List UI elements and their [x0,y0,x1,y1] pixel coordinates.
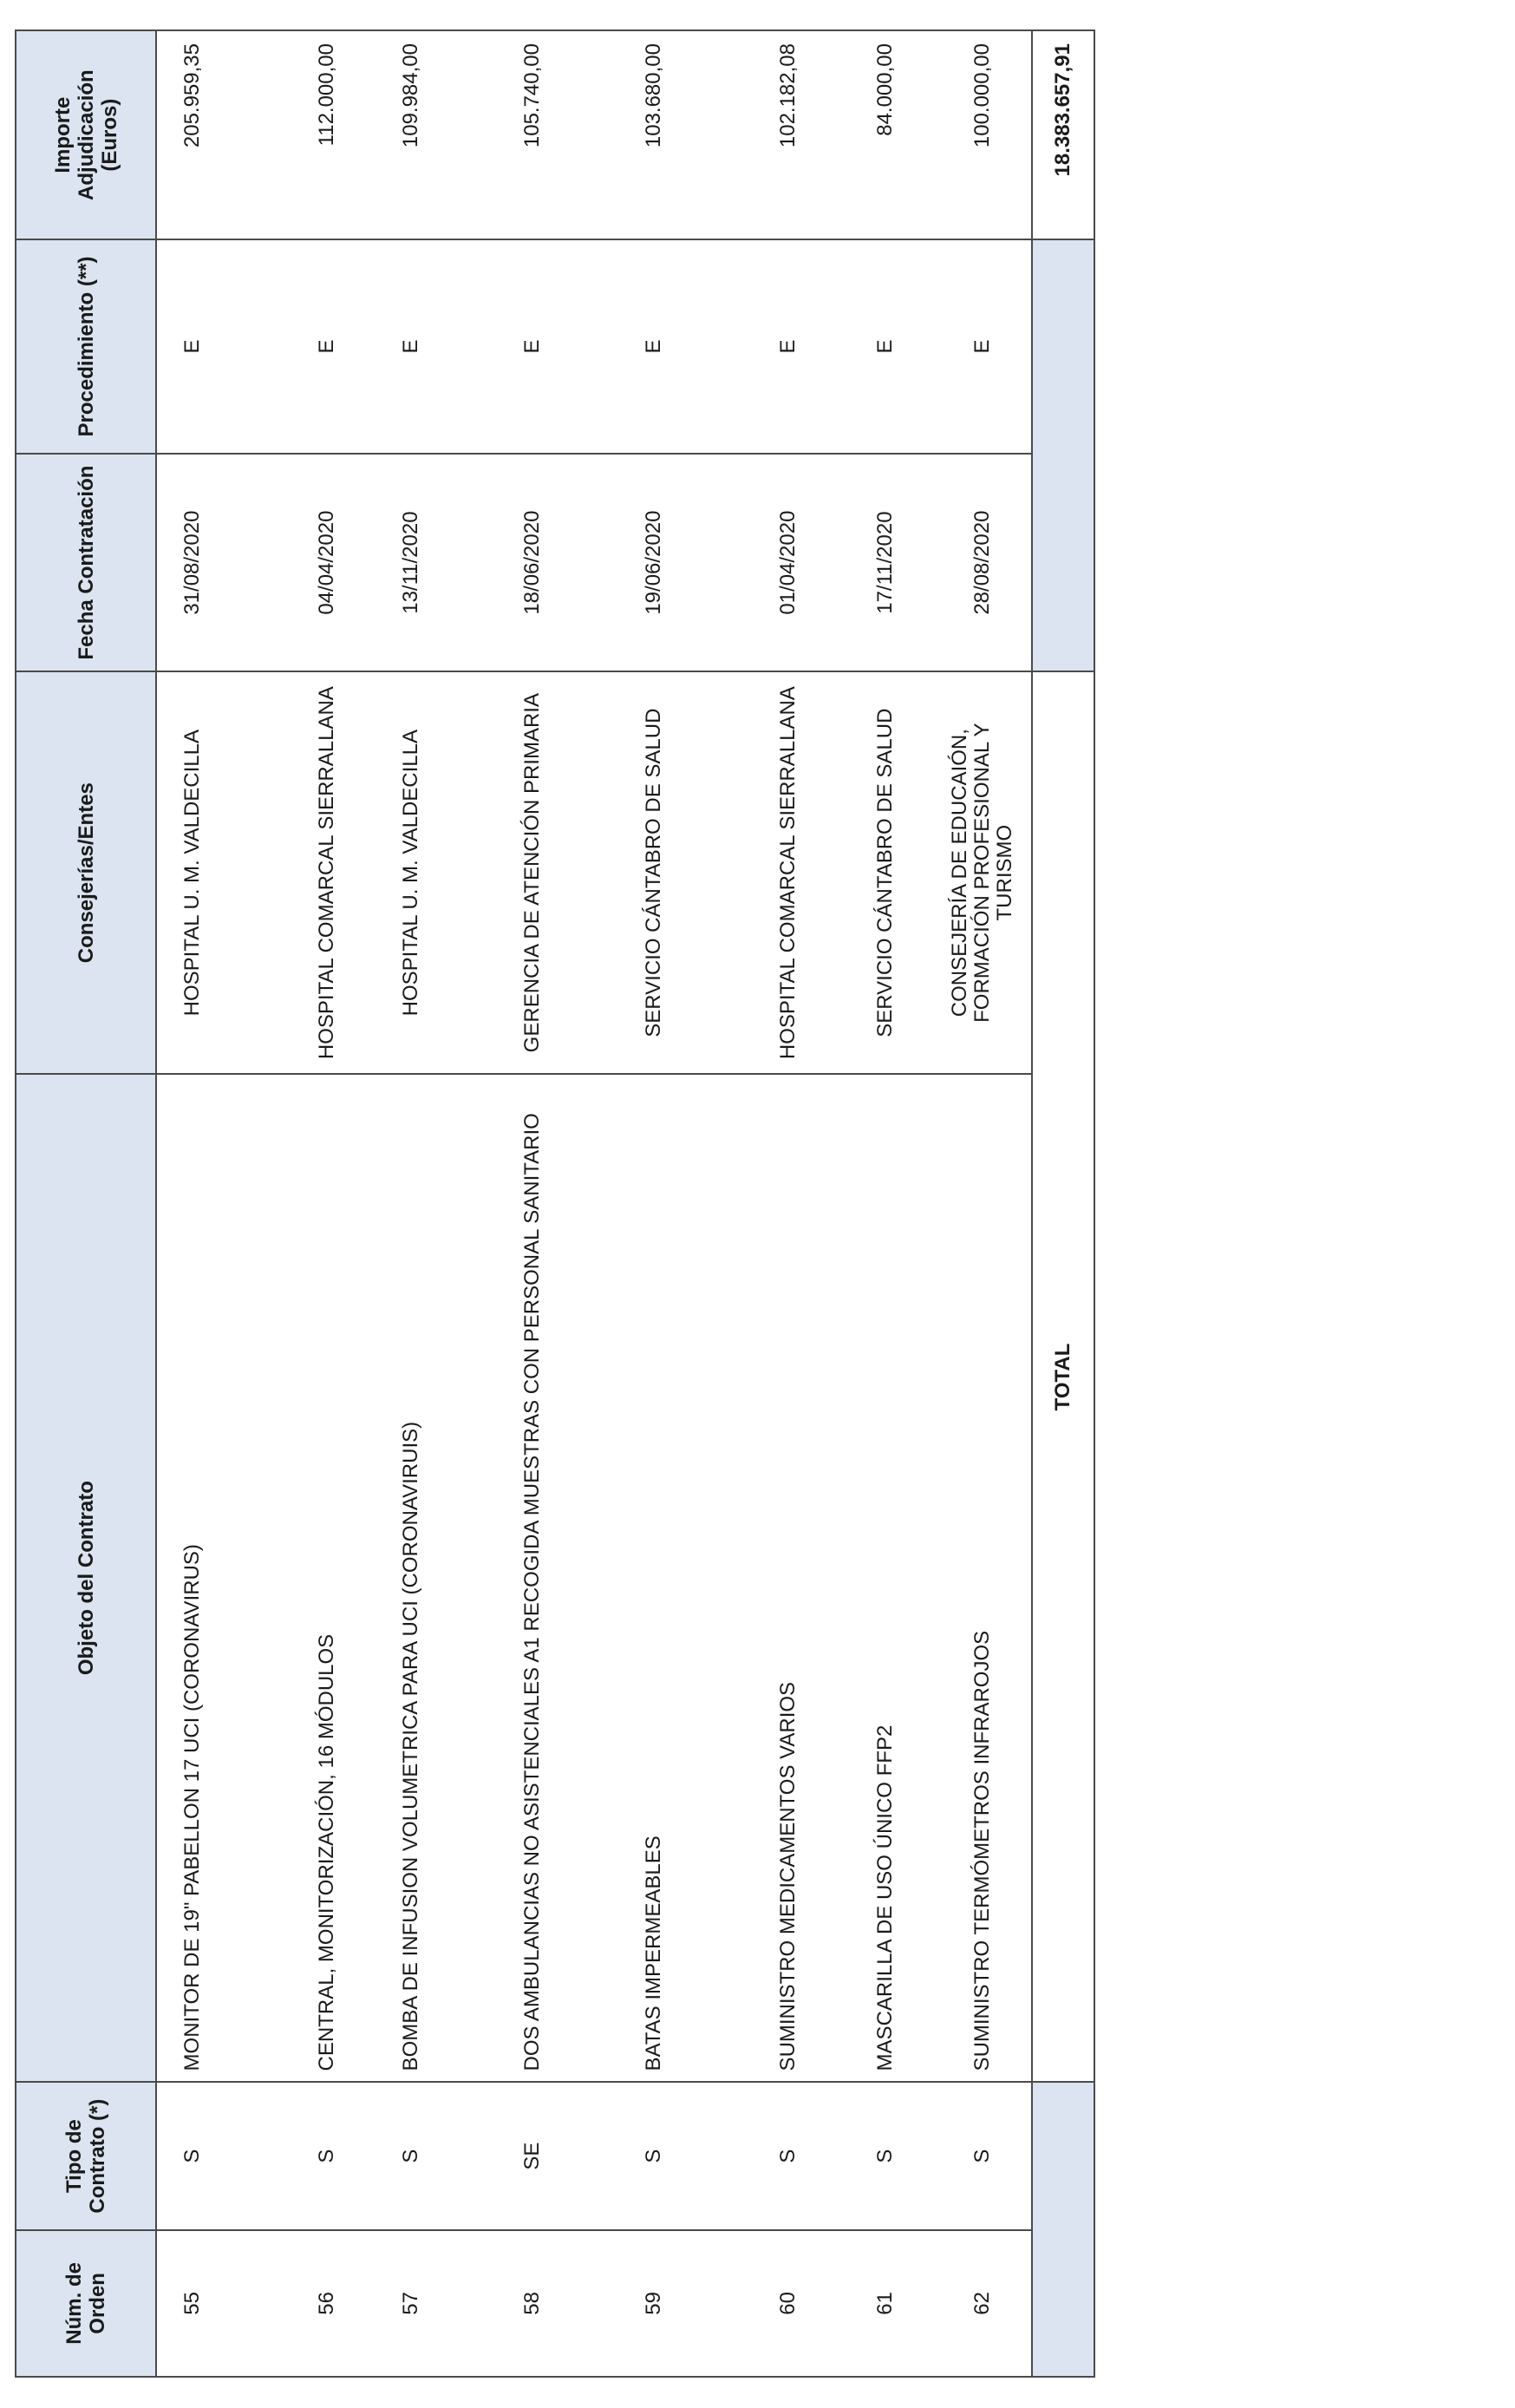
cell-procedimiento: E [934,239,1032,453]
cell-importe: 109.984,00 [375,30,497,239]
cell-importe: 103.680,00 [618,30,740,239]
rotated-table-page [15,29,1094,2378]
cell-tipo: S [618,2082,740,2229]
cell-importe: 102.182,08 [740,30,837,239]
table-row [278,30,375,2377]
cell-tipo: S [934,2082,1032,2229]
cell-tipo: S [740,2082,837,2229]
cell-tipo: S [375,2082,497,2229]
cell-importe: 100.000,00 [934,30,1032,239]
cell-ente: SERVICIO CÁNTABRO DE SALUD [618,671,740,1073]
header-fecha: Fecha Contratación [16,454,156,672]
cell-tipo: S [278,2082,375,2229]
cell-importe: 112.000,00 [278,30,375,239]
cell-num: 61 [837,2230,934,2377]
header-importe: Importe Adjudicación (Euros) [16,30,156,239]
contracts-table [15,29,1095,2378]
cell-fecha: 28/08/2020 [934,454,1032,672]
cell-importe: 84.000,00 [837,30,934,239]
table-row [375,30,497,2377]
table-row [837,30,934,2377]
cell-ente: HOSPITAL COMARCAL SIERRALLANA [278,671,375,1073]
cell-procedimiento: E [156,239,278,453]
cell-procedimiento: E [278,239,375,453]
cell-num: 59 [618,2230,740,2377]
cell-num: 57 [375,2230,497,2377]
table-row [156,30,278,2377]
cell-importe: 105.740,00 [497,30,618,239]
cell-ente: GERENCIA DE ATENCIÓN PRIMARIA [497,671,618,1073]
cell-num: 58 [497,2230,618,2377]
table-row [934,30,1032,2377]
total-label: TOTAL [1032,671,1094,2082]
table-row [618,30,740,2377]
cell-tipo: S [156,2082,278,2229]
header-procedimiento: Procedimiento (**) [16,239,156,453]
total-fill-cell [1032,239,1094,671]
cell-ente: HOSPITAL U. M. VALDECILLA [156,671,278,1073]
cell-num: 62 [934,2230,1032,2377]
cell-importe: 205.959,35 [156,30,278,239]
table-row [497,30,618,2377]
cell-objeto: BOMBA DE INFUSION VOLUMETRICA PARA UCI (CORONAVIRUIS) [375,1074,497,2083]
cell-ente: HOSPITAL U. M. VALDECILLA [375,671,497,1073]
header-ente: Consejerías/Entes [16,671,156,1073]
cell-procedimiento: E [740,239,837,453]
cell-objeto: MONITOR DE 19" PABELLON 17 UCI (CORONAVIRUS) [156,1074,278,2083]
cell-fecha: 19/06/2020 [618,454,740,672]
cell-objeto: CENTRAL, MONITORIZACIÓN, 16 MÓDULOS [278,1074,375,2083]
total-row [1032,30,1094,2377]
cell-fecha: 13/11/2020 [375,454,497,672]
cell-ente: CONSEJERÍA DE EDUCAIÓN, FORMACIÓN PROFESIONAL Y TURISMO [934,671,1032,1073]
cell-procedimiento: E [497,239,618,453]
total-blank-cell [1032,2082,1094,2377]
cell-ente: HOSPITAL COMARCAL SIERRALLANA [740,671,837,1073]
cell-fecha: 31/08/2020 [156,454,278,672]
table-row [740,30,837,2377]
cell-objeto: BATAS IMPERMEABLES [618,1074,740,2083]
cell-tipo: SE [497,2082,618,2229]
cell-num: 55 [156,2230,278,2377]
cell-fecha: 17/11/2020 [837,454,934,672]
cell-fecha: 01/04/2020 [740,454,837,672]
cell-num: 56 [278,2230,375,2377]
cell-tipo: S [837,2082,934,2229]
cell-objeto: SUMINISTRO MEDICAMENTOS VARIOS [740,1074,837,2083]
cell-objeto: MASCARILLA DE USO ÚNICO FFP2 [837,1074,934,2083]
cell-fecha: 18/06/2020 [497,454,618,672]
header-tipo: Tipo de Contrato (*) [16,2082,156,2229]
header-num: Núm. de Orden [16,2230,156,2377]
total-amount: 18.383.657,91 [1032,30,1094,239]
cell-procedimiento: E [618,239,740,453]
cell-ente: SERVICIO CÁNTABRO DE SALUD [837,671,934,1073]
cell-num: 60 [740,2230,837,2377]
header-objeto: Objeto del Contrato [16,1074,156,2083]
table-header-row [16,30,156,2377]
cell-procedimiento: E [837,239,934,453]
cell-objeto: SUMINISTRO TERMÓMETROS INFRAROJOS [934,1074,1032,2083]
cell-objeto: DOS AMBULANCIAS NO ASISTENCIALES A1 RECOGIDA MUESTRAS CON PERSONAL SANITARIO [497,1074,618,2083]
cell-fecha: 04/04/2020 [278,454,375,672]
cell-procedimiento: E [375,239,497,453]
